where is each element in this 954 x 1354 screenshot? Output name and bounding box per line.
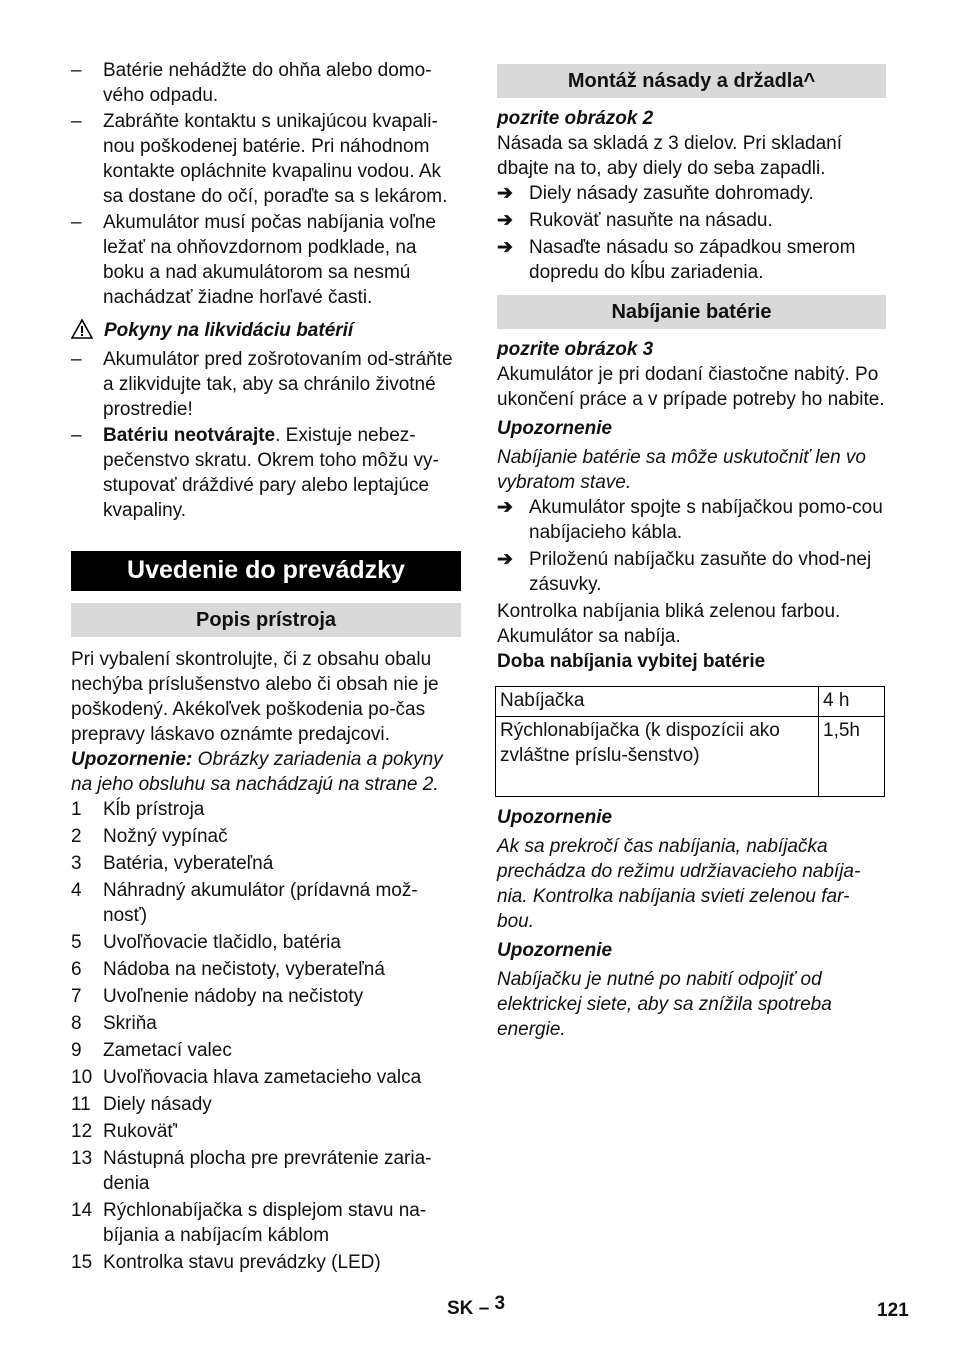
charge-intro: Akumulátor je pri dodaní čiastočne nabitý. Po ukončení práce a v prípade potreby ho nabite. [497, 364, 885, 410]
warning-item [71, 109, 461, 209]
disposal-heading [71, 318, 461, 343]
item-number: 5 [71, 932, 82, 953]
note-title: Upozornenie [497, 418, 613, 439]
item-label: Diely násady [103, 1094, 212, 1115]
item-label: Batéria, vyberateľná [103, 853, 274, 874]
item-number: 3 [71, 853, 82, 874]
mount-intro: Násada sa skladá z 3 dielov. Pri skladaní dbajte na to, aby diely do seba zapadli. [497, 133, 842, 179]
parts-list-item [71, 930, 461, 955]
item-label: Uvoľnenie nádoby na nečistoty [103, 986, 364, 1007]
item-label: Uvoľňovacie tlačidlo, batéria [103, 932, 341, 953]
parts-list-item [71, 1119, 461, 1144]
footer-local-page: 3 [494, 1293, 506, 1314]
note-text: Ak sa prekročí čas nabíjania, nabíjačka prechádza do režimu udržiavacieho nabíja-nia. Kontrolka nabíjania svieti zelenou far-bou. [497, 836, 861, 932]
mount-section-title: Montáž násady a držadla^ [497, 64, 886, 98]
arrow-icon: ➔ [497, 237, 513, 258]
step-text: Rukoväť nasuňte na násadu. [529, 210, 773, 231]
disposal-item [71, 347, 461, 422]
warning-text: Batérie nehádžte do ohňa alebo domo-vého odpadu. [103, 60, 432, 106]
note-paragraph [71, 747, 461, 797]
table-row [496, 717, 885, 797]
item-number: 11 [71, 1094, 91, 1115]
dash-marker: – [71, 60, 82, 81]
arrow-icon: ➔ [497, 210, 513, 231]
item-label: Nožný vypínač [103, 826, 228, 847]
parts-list-item [71, 1198, 461, 1248]
warning-item [71, 58, 461, 108]
right-column [497, 64, 886, 1042]
warning-triangle-icon [71, 319, 93, 346]
parts-list-item [71, 824, 461, 849]
note-text: Nabíjanie batérie sa môže uskutočniť len vo vybratom stave. [497, 447, 866, 493]
item-number: 7 [71, 986, 82, 1007]
arrow-icon: ➔ [497, 183, 513, 204]
table-cell-value: 4 h [819, 687, 885, 717]
step-item [497, 495, 886, 545]
item-label: Nádoba na nečistoty, vyberateľná [103, 959, 385, 980]
status-paragraph: Kontrolka nabíjania bliká zelenou farbou. Akumulátor sa nabíja. [497, 601, 841, 647]
step-item [497, 181, 886, 206]
section-title: Uvedenie do prevádzky [71, 551, 461, 591]
item-number: 9 [71, 1040, 82, 1061]
parts-list-item [71, 1065, 461, 1090]
footer-language [447, 1293, 506, 1321]
footer-sep: – [478, 1298, 490, 1319]
parts-list-item [71, 878, 461, 928]
item-label: Uvoľňovacia hlava zametacieho valca [103, 1067, 422, 1088]
dash-marker: – [71, 425, 82, 446]
page-number: 121 [877, 1300, 909, 1321]
item-number: 6 [71, 959, 82, 980]
item-number: 4 [71, 880, 82, 901]
disposal-bold-text: Batériu neotvárajte [103, 425, 276, 446]
disposal-title: Pokyny na likvidáciu batérií [104, 320, 354, 341]
step-text: Nasaďte násadu so západkou smerom dopredu do kĺbu zariadenia. [529, 237, 856, 283]
warning-text: Akumulátor musí počas nabíjania voľne ležať na ohňovzdornom podklade, na boku a nad akumulátorom sa nesmú nachádzať žiadne horľavé časti. [103, 212, 436, 308]
item-label: Rukoväť' [103, 1121, 179, 1142]
dash-marker: – [71, 349, 82, 370]
item-label: Skriňa [103, 1013, 157, 1034]
note-text: Obrázky zariadenia a pokyny na jeho obsluhu sa nachádzajú na strane 2. [71, 749, 443, 795]
item-label: Zametací valec [103, 1040, 232, 1061]
item-number: 12 [71, 1121, 93, 1142]
dash-marker: – [71, 212, 82, 233]
table-cell-value: 1,5h [819, 717, 885, 797]
dash-marker: – [71, 111, 82, 132]
step-item [497, 235, 886, 285]
disposal-item [71, 423, 461, 523]
item-number: 13 [71, 1148, 93, 1169]
parts-list-item [71, 1038, 461, 1063]
table-cell-name: Nabíjačka [496, 687, 819, 717]
arrow-icon: ➔ [497, 549, 513, 570]
step-item [497, 547, 886, 597]
item-number: 14 [71, 1200, 93, 1221]
step-text: Akumulátor spojte s nabíjačkou pomo-cou nabíjacieho kábla. [529, 497, 883, 543]
item-number: 15 [71, 1252, 93, 1273]
mount-figure-ref: pozrite obrázok 2 [497, 108, 654, 129]
footer-lang: SK [447, 1298, 474, 1319]
item-label: Kĺb prístroja [103, 799, 205, 820]
subsection-title: Popis prístroja [71, 603, 461, 637]
note-title: Upozornenie [497, 807, 613, 828]
item-number: 10 [71, 1067, 93, 1088]
step-text: Priloženú nabíjačku zasuňte do vhod-nej zásuvky. [529, 549, 872, 595]
parts-list-item [71, 1146, 461, 1196]
disposal-text: Akumulátor pred zošrotovaním od-stráňte a zlikvidujte tak, aby sa chránilo životné prostredie! [103, 349, 453, 420]
note-text: Nabíjačku je nutné po nabití odpojiť od elektrickej siete, aby sa znížila spotreba energie. [497, 969, 832, 1040]
warning-text: Zabráňte kontaktu s unikajúcou kvapali-nou poškodenej batérie. Pri náhodnom kontakte opláchnite kvapalinu vodou. Ak sa dostane do očí, poraďte sa s lekárom. [103, 111, 448, 207]
note-title: Upozornenie [497, 940, 613, 961]
item-label: Náhradný akumulátor (prídavná mož-nosť) [103, 880, 418, 926]
charge-figure-ref: pozrite obrázok 3 [497, 339, 654, 360]
item-label: Rýchlonabíjačka s displejom stavu na-bíjania a nabíjacím káblom [103, 1200, 427, 1246]
step-text: Diely násady zasuňte dohromady. [529, 183, 814, 204]
charge-time-table [495, 686, 885, 797]
step-item [497, 208, 886, 233]
arrow-icon: ➔ [497, 497, 513, 518]
item-label: Nástupná plocha pre prevrátenie zaria-denia [103, 1148, 432, 1194]
charge-time-title: Doba nabíjania vybitej batérie [497, 651, 766, 672]
parts-list-item [71, 851, 461, 876]
intro-paragraph: Pri vybalení skontrolujte, či z obsahu obalu nechýba príslušenstvo alebo či obsah nie je poškodený. Akékoľvek poškodenia po-čas prepravy láskavo oznámte predajcovi. [71, 649, 439, 745]
warning-item [71, 210, 461, 310]
left-column [71, 58, 461, 1277]
item-number: 2 [71, 826, 82, 847]
charge-section-title: Nabíjanie batérie [497, 295, 886, 329]
item-label: Kontrolka stavu prevádzky (LED) [103, 1252, 381, 1273]
parts-list-item [71, 957, 461, 982]
parts-list [71, 797, 461, 1275]
disposal-text: . Existuje nebez-pečenstvo skratu. Okrem toho môžu vy-stupovať dráždivé pary alebo leptajúce kvapaliny. [103, 425, 439, 521]
parts-list-item [71, 984, 461, 1009]
table-cell-name: Rýchlonabíjačka (k dispozícii ako zvláštne príslu-šenstvo) [496, 717, 819, 797]
parts-list-item [71, 1250, 461, 1275]
note-label: Upozornenie: [71, 749, 193, 770]
item-number: 8 [71, 1013, 82, 1034]
item-number: 1 [71, 799, 82, 820]
parts-list-item [71, 797, 461, 822]
parts-list-item [71, 1011, 461, 1036]
table-row [496, 687, 885, 717]
parts-list-item [71, 1092, 461, 1117]
